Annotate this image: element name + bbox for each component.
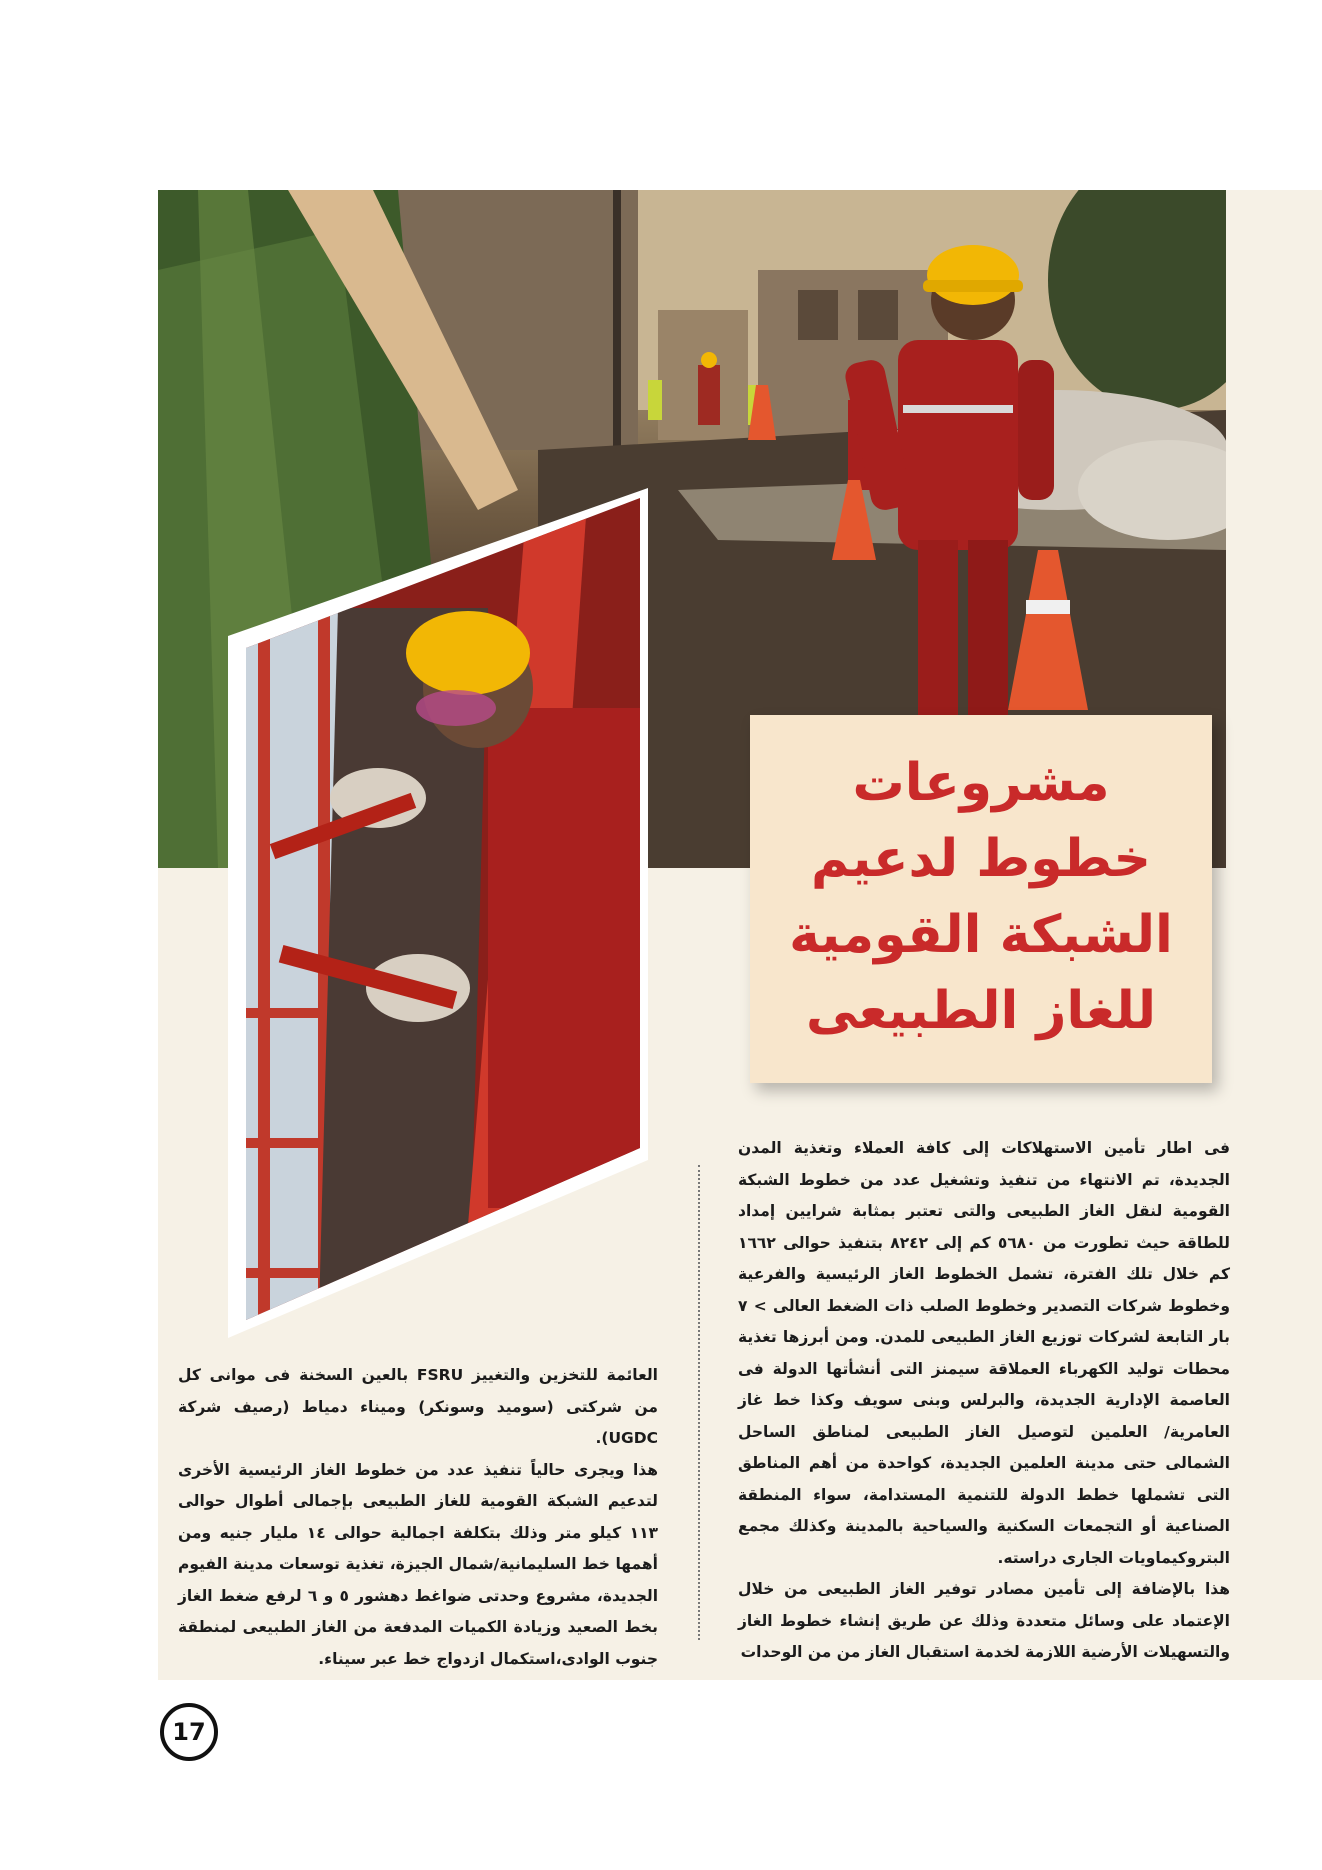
article-column-right xyxy=(738,1133,1230,1669)
paragraph: فى اطار تأمين الاستهلاكات إلى كافة العملاء وتغذية المدن الجديدة، تم الانتهاء من تنفيذ وتشغيل عدد من خطوط الشبكة القومية لنقل الغاز الطبيعى والتى تعتبر بمثابة شرايين إمداد للطاقة حيث تطورت من ٥٦٨٠ كم إلى ٨٢٤٢ بتنفيذ حوالى ١٦٦٢ كم خلال تلك الفترة، تشمل الخطوط الغاز الرئيسية والفرعية وخطوط شركات التصدير وخطوط الصلب ذات الضغط العالى > ٧ بار التابعة لشركات توزيع الغاز الطبيعى للمدن. ومن أبرزها تغذية محطات توليد الكهرباء العملاقة سيمنز التى أنشأتها الدولة فى العاصمة الإدارية الجديدة، والبرلس وبنى سويف وكذا خط غاز العامرية/ العلمين لتوصيل الغاز الطبيعى لمناطق الساحل الشمالى حتى مدينة العلمين الجديدة، كواحدة من أهم المناطق التى تشملها خطط الدولة للتنمية المستدامة، سواء المنطقة الصناعية أو التجمعات السكنية والسياحية بالمدينة وكذلك مجمع البتروكيماويات الجارى دراسته. xyxy=(738,1139,1230,1567)
title-line-3: الشبكة القومية xyxy=(789,905,1173,965)
paragraph: العائمة للتخزين والتغييز FSRU بالعين السخنة فى موانى كل من شركتى (سوميد وسونكر) وميناء دمياط (رصيف شركة UGDC). xyxy=(178,1366,658,1447)
title-line-1: مشروعات xyxy=(852,753,1110,813)
page-number: 17 xyxy=(160,1703,218,1761)
title-line-2: خطوط لدعيم xyxy=(811,829,1151,889)
worker-with-pipe-wrenches-photo xyxy=(228,488,648,1348)
article-column-left xyxy=(178,1360,658,1675)
article-title-box xyxy=(750,715,1212,1083)
column-divider xyxy=(698,1165,700,1640)
paragraph: هذا بالإضافة إلى تأمين مصادر توفير الغاز الطبيعى من خلال الإعتماد على وسائل متعددة وذلك عن طريق إنشاء خطوط الغاز والتسهيلات الأرضية اللازمة لخدمة استقبال الغاز من من الوحدات xyxy=(738,1580,1230,1661)
title-line-4: للغاز الطبيعى xyxy=(805,981,1157,1041)
paragraph: هذا ويجرى حالياً تنفيذ عدد من خطوط الغاز الرئيسية الأخرى لتدعيم الشبكة القومية للغاز الطبيعى بإجمالى أطوال حوالى ١١٣ كيلو متر وذلك بتكلفة اجمالية حوالى ١٤ مليار جنيه ومن أهمها خط السليمانية/شمال الجيزة، تغذية توسعات مدينة الفيوم الجديدة، مشروع وحدتى ضواغط دهشور ٥ و ٦ لرفع ضغط الغاز بخط الصعيد وزيادة الكميات المدفعة من الغاز الطبيعى لمنطقة جنوب الوادى،استكمال ازدواج خط عبر سيناء. xyxy=(178,1460,659,1668)
